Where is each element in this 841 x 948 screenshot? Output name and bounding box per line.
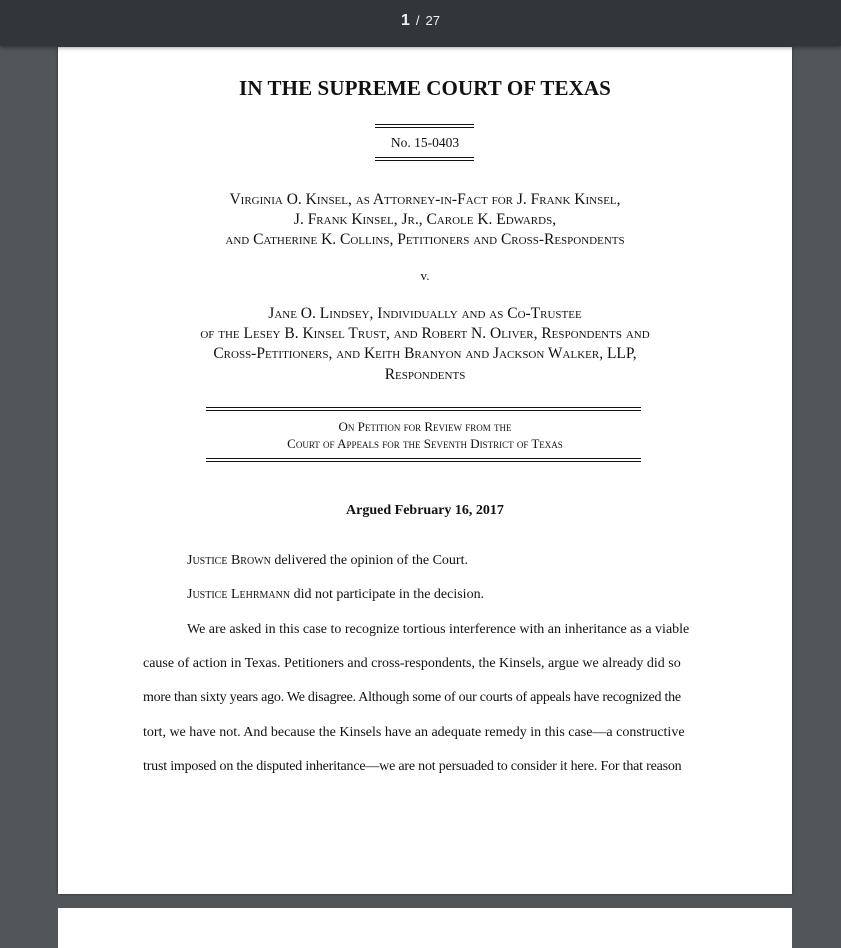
opinion-author-paragraph	[187, 553, 468, 569]
non-participation-paragraph	[187, 587, 484, 603]
versus: v.	[420, 268, 430, 283]
recusal-statement: did not participate in the decision.	[290, 587, 485, 602]
document-page-2	[58, 908, 792, 948]
current-page-number[interactable]: 1	[401, 11, 410, 29]
petition-review-line-2: Court of Appeals for the Seventh District of Texas	[287, 436, 563, 451]
page-indicator[interactable]	[401, 12, 440, 30]
petition-rule-top	[206, 407, 641, 411]
recused-justice: Justice Lehrmann	[187, 587, 291, 602]
petitioners-line-1: Virginia O. Kinsel, as Attorney-in-Fact for J. Frank Kinsel,	[229, 191, 621, 208]
respondents-line-4: Respondents	[384, 366, 466, 383]
document-page-1	[58, 47, 792, 894]
respondents-line-1: Jane O. Lindsey, Individually and as Co-Trustee	[268, 305, 582, 322]
body-line-5: trust imposed on the disputed inheritance—we are not persuaded to consider it here. For that reason	[143, 759, 682, 774]
body-line-3: more than sixty years ago. We disagree. Although some of our courts of appeals have recognized the	[143, 690, 681, 705]
docket-rule-bottom	[375, 157, 474, 161]
argued-date: Argued February 16, 2017	[346, 503, 504, 518]
body-line-1: We are asked in this case to recognize tortious interference with an inheritance as a viable	[187, 622, 690, 637]
court-heading: IN THE SUPREME COURT OF TEXAS	[239, 76, 611, 100]
petitioners-line-2: J. Frank Kinsel, Jr., Carole K. Edwards,	[293, 211, 557, 228]
docket-rule-top	[375, 124, 474, 128]
authoring-justice: Justice Brown	[187, 553, 271, 568]
total-pages: 27	[425, 12, 440, 28]
petition-review-line-1: On Petition for Review from the	[338, 419, 512, 434]
body-line-2: cause of action in Texas. Petitioners and cross-respondents, the Kinsels, argue we already did so	[143, 656, 681, 671]
petitioners-line-3: and Catherine K. Collins, Petitioners and Cross-Respondents	[225, 231, 625, 248]
author-statement: delivered the opinion of the Court.	[270, 553, 468, 568]
respondents-line-2: of the Lesey B. Kinsel Trust, and Robert N. Oliver, Respondents and	[200, 325, 650, 342]
viewer-toolbar	[0, 0, 841, 46]
respondents-line-3: Cross-Petitioners, and Keith Branyon and Jackson Walker, LLP,	[213, 345, 637, 362]
petition-rule-bottom	[206, 458, 641, 462]
body-line-4: tort, we have not. And because the Kinsels have an adequate remedy in this case—a constructive	[143, 725, 685, 740]
page-separator: /	[415, 12, 420, 28]
docket-number: No. 15-0403	[390, 135, 460, 150]
